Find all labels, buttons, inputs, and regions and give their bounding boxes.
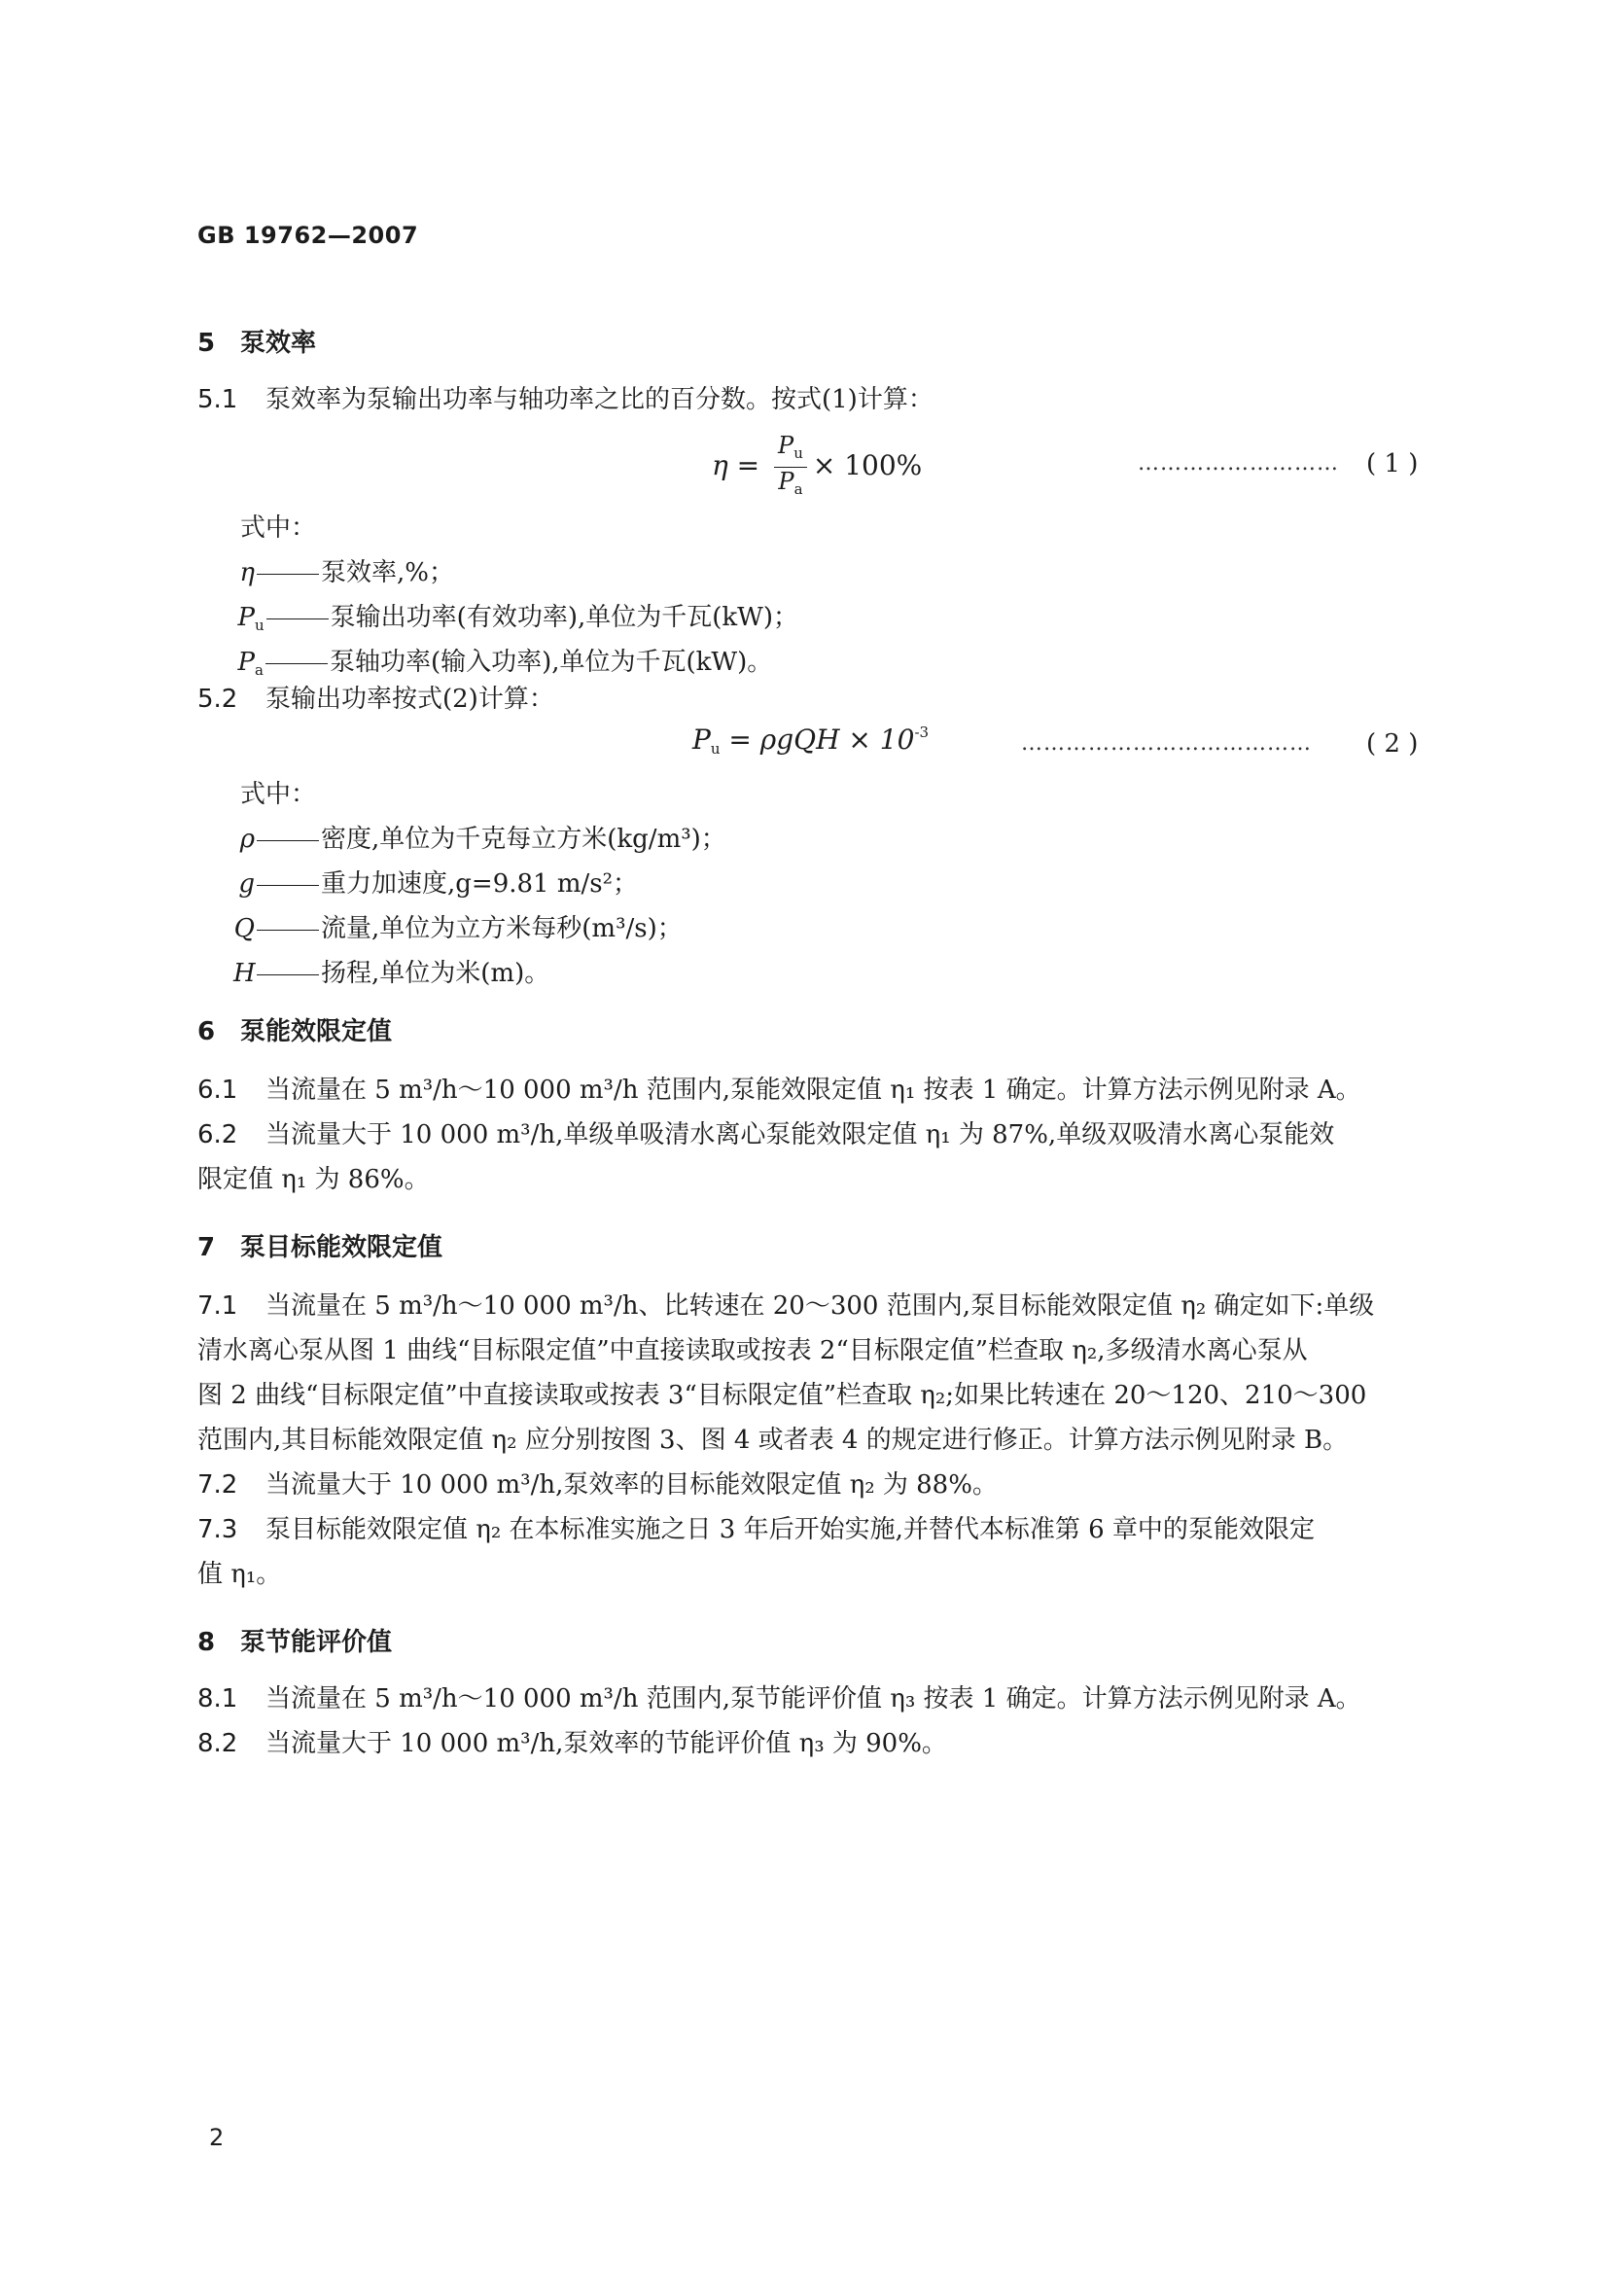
section-8-title xyxy=(197,1622,392,1658)
variable-description: 泵轴功率(输入功率),单位为千瓦(kW)。 xyxy=(329,648,773,677)
variable-g xyxy=(233,864,638,900)
section-number: 6 xyxy=(197,1017,216,1046)
clause-number: 6.2 xyxy=(197,1120,238,1149)
formula-1 xyxy=(712,432,922,503)
clause-text: 泵输出功率按式(2)计算： xyxy=(265,685,554,714)
clause-8-2 xyxy=(197,1731,947,1756)
clause-7-1-line-4: 范围内,其目标能效限定值 η₂ 应分别按图 3、图 4 或者表 4 的规定进行修正。计算方法示例见附录 B。 xyxy=(197,1426,1349,1455)
formula-2 xyxy=(692,724,929,758)
formula-rhs: = ρgQH × 10 xyxy=(720,724,915,756)
clause-7-1 xyxy=(197,1293,1374,1319)
variable-symbol: P xyxy=(237,603,255,632)
clause-number: 7.3 xyxy=(197,1515,238,1544)
em-dash xyxy=(257,974,319,975)
em-dash xyxy=(257,840,319,841)
clause-7-1-line-3: 图 2 曲线“目标限定值”中直接读取或按表 3“目标限定值”栏查取 η₂;如果比转速在 20～120、210～300 xyxy=(197,1381,1367,1410)
clause-text-line-1: 当流量大于 10 000 m³/h,单级单吸清水离心泵能效限定值 η₁ 为 87%,单级双吸清水离心泵能效 xyxy=(265,1120,1335,1149)
variable-description: 泵效率,%； xyxy=(321,558,454,587)
fraction-denominator: P xyxy=(778,468,794,495)
clause-7-2 xyxy=(197,1472,998,1498)
variable-symbol: ρ xyxy=(239,825,255,854)
variable-symbol: η xyxy=(239,558,255,587)
clause-5-2 xyxy=(197,687,554,712)
clause-text: 泵效率为泵输出功率与轴功率之比的百分数。按式(1)计算： xyxy=(265,385,934,414)
lhs-subscript: u xyxy=(710,740,721,758)
clause-6-2 xyxy=(197,1122,1334,1148)
clause-text-line-1: 泵目标能效限定值 η₂ 在本标准实施之日 3 年后开始实施,并替代本标准第 6 章中的泵能效限定 xyxy=(265,1515,1315,1544)
where-label: 式中： xyxy=(240,513,317,543)
fraction-numerator: P xyxy=(778,432,794,459)
clause-5-1 xyxy=(197,387,934,412)
variable-description: 流量,单位为立方米每秒(m³/s)； xyxy=(321,914,683,943)
variable-symbol: Q xyxy=(233,914,255,943)
denominator-subscript: a xyxy=(793,480,803,498)
variable-description: 泵输出功率(有效功率),单位为千瓦(kW)； xyxy=(330,603,798,632)
section-number: 8 xyxy=(197,1628,216,1657)
section-number: 7 xyxy=(197,1233,216,1262)
clause-number: 7.2 xyxy=(197,1470,238,1500)
clause-number: 7.1 xyxy=(197,1291,238,1321)
page-number: 2 xyxy=(209,2124,225,2151)
variable-symbol: P xyxy=(237,648,255,677)
clause-7-3-continued: 值 η₁。 xyxy=(197,1560,282,1589)
variable-h xyxy=(233,953,549,989)
where-label: 式中： xyxy=(240,780,317,809)
variable-description: 扬程,单位为米(m)。 xyxy=(321,959,550,988)
standard-number: GB 19762—2007 xyxy=(197,222,419,249)
formula-lhs: η = xyxy=(712,449,769,481)
clause-6-2-continued: 限定值 η₁ 为 86%。 xyxy=(197,1165,430,1194)
em-dash xyxy=(266,618,329,619)
section-6-title xyxy=(197,1011,392,1047)
variable-pa xyxy=(233,642,772,679)
variable-symbol: H xyxy=(233,959,256,988)
section-5-title xyxy=(197,323,316,359)
em-dash xyxy=(265,663,328,664)
clause-number: 5.1 xyxy=(197,385,238,414)
section-heading: 泵节能评价值 xyxy=(240,1628,393,1657)
variable-description: 重力加速度,g=9.81 m/s²； xyxy=(321,869,639,899)
clause-number: 6.1 xyxy=(197,1076,238,1105)
clause-6-1 xyxy=(197,1077,1361,1103)
variable-description: 密度,单位为千克每立方米(kg/m³)； xyxy=(321,825,726,854)
formula-tail: × 100% xyxy=(812,449,923,481)
section-heading: 泵目标能效限定值 xyxy=(240,1233,443,1262)
leader-dots: ………………………………… xyxy=(1021,731,1312,756)
variable-q xyxy=(233,908,683,944)
numerator-subscript: u xyxy=(793,444,803,462)
clause-number: 8.1 xyxy=(197,1684,238,1713)
variable-symbol: g xyxy=(238,869,255,899)
equation-number: ( 2 ) xyxy=(1366,729,1419,759)
clause-8-1 xyxy=(197,1686,1361,1712)
section-heading: 泵能效限定值 xyxy=(240,1017,393,1046)
formula-fraction xyxy=(774,432,807,503)
section-number: 5 xyxy=(197,329,216,358)
em-dash xyxy=(257,885,319,886)
clause-text: 当流量在 5 m³/h～10 000 m³/h 范围内,泵节能评价值 η₃ 按表 1 确定。计算方法示例见附录 A。 xyxy=(265,1684,1361,1713)
leader-dots: ……………………… xyxy=(1138,451,1339,476)
section-heading: 泵效率 xyxy=(240,329,317,358)
variable-eta xyxy=(233,552,454,588)
clause-number: 5.2 xyxy=(197,685,238,714)
variable-subscript: u xyxy=(255,617,264,634)
clause-number: 8.2 xyxy=(197,1729,238,1758)
equation-number: ( 1 ) xyxy=(1366,449,1419,478)
em-dash xyxy=(257,574,319,575)
clause-text: 当流量在 5 m³/h～10 000 m³/h 范围内,泵能效限定值 η₁ 按表 1 确定。计算方法示例见附录 A。 xyxy=(265,1076,1361,1105)
formula-lhs: P xyxy=(692,724,711,756)
em-dash xyxy=(257,930,319,931)
variable-pu xyxy=(233,597,798,634)
clause-text: 当流量大于 10 000 m³/h,泵效率的节能评价值 η₃ 为 90%。 xyxy=(265,1729,947,1758)
variable-subscript: a xyxy=(255,661,264,679)
clause-text-line-1: 当流量在 5 m³/h～10 000 m³/h、比转速在 20～300 范围内,泵目标能效限定值 η₂ 确定如下:单级 xyxy=(265,1291,1375,1321)
clause-7-3 xyxy=(197,1517,1315,1542)
section-7-title xyxy=(197,1227,442,1263)
clause-text: 当流量大于 10 000 m³/h,泵效率的目标能效限定值 η₂ 为 88%。 xyxy=(265,1470,998,1500)
exponent: -3 xyxy=(914,724,930,741)
variable-rho xyxy=(233,819,726,855)
clause-7-1-line-2: 清水离心泵从图 1 曲线“目标限定值”中直接读取或按表 2“目标限定值”栏查取 η₂,多级清水离心泵从 xyxy=(197,1336,1308,1365)
